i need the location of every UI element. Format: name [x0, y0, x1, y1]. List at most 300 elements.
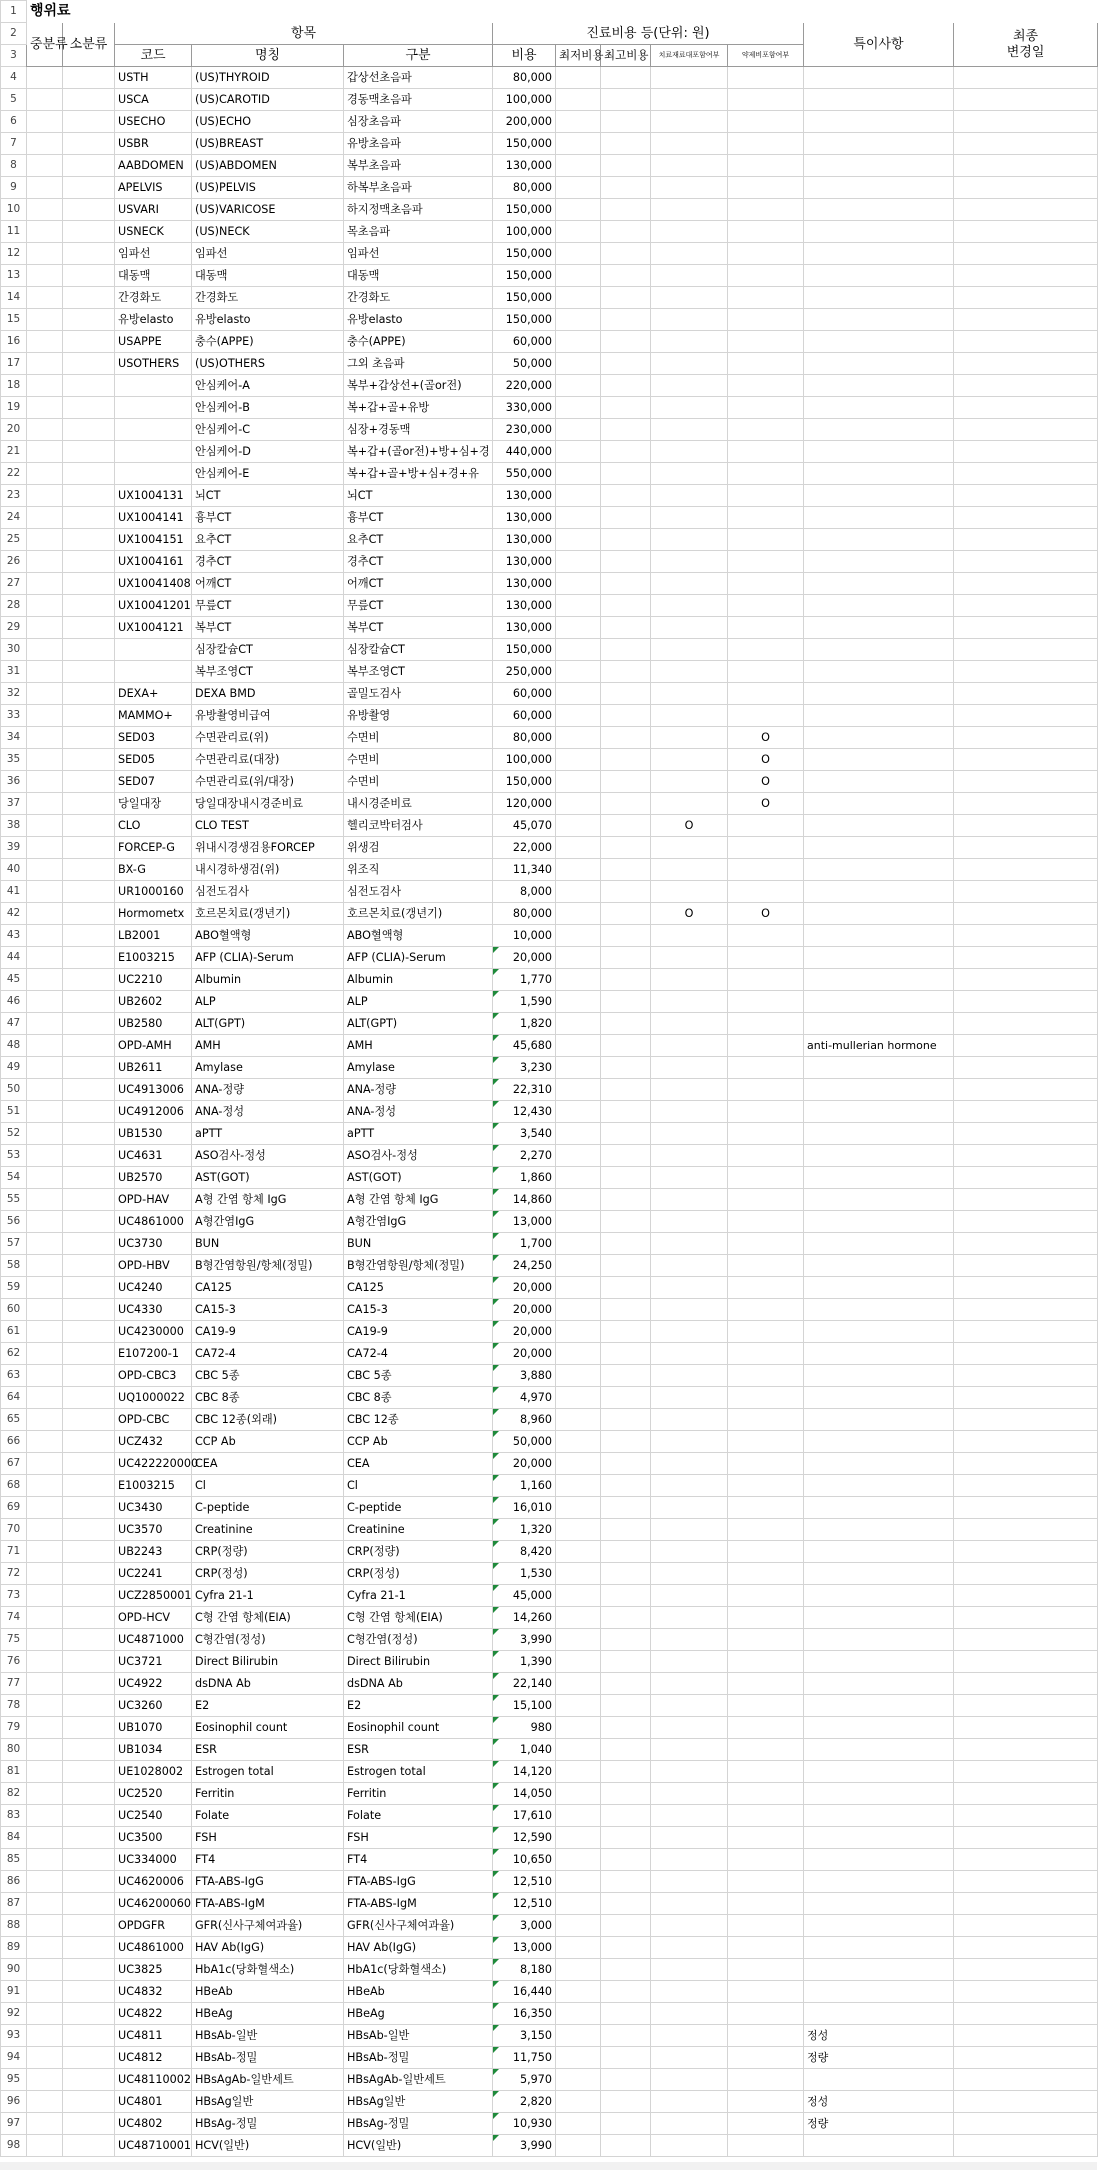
- header-name[interactable]: 명칭: [192, 45, 344, 67]
- cell-last-changed[interactable]: [954, 1673, 1098, 1695]
- cell-min-cost[interactable]: [556, 903, 601, 925]
- row-number[interactable]: 13: [1, 265, 27, 287]
- cell-last-changed[interactable]: [954, 1431, 1098, 1453]
- cell-division[interactable]: Eosinophil count: [344, 1717, 493, 1739]
- cell-drug-included[interactable]: [728, 1959, 804, 1981]
- cell-cost[interactable]: 45,070: [493, 815, 556, 837]
- cell-mid-category[interactable]: [27, 1563, 63, 1585]
- cell-material-included[interactable]: [651, 1123, 728, 1145]
- cell-division[interactable]: FT4: [344, 1849, 493, 1871]
- cell-material-included[interactable]: [651, 661, 728, 683]
- cell-material-included[interactable]: [651, 595, 728, 617]
- cell-drug-included[interactable]: [728, 639, 804, 661]
- cell-sub-category[interactable]: [63, 793, 115, 815]
- cell-material-included[interactable]: [651, 1321, 728, 1343]
- cell-min-cost[interactable]: [556, 199, 601, 221]
- cell-max-cost[interactable]: [601, 1431, 651, 1453]
- cell-division[interactable]: CRP(정성): [344, 1563, 493, 1585]
- cell-mid-category[interactable]: [27, 639, 63, 661]
- cell-division[interactable]: CEA: [344, 1453, 493, 1475]
- cell-drug-included[interactable]: [728, 353, 804, 375]
- cell-min-cost[interactable]: [556, 573, 601, 595]
- cell-material-included[interactable]: [651, 89, 728, 111]
- cell-name[interactable]: (US)CAROTID: [192, 89, 344, 111]
- cell-drug-included[interactable]: [728, 617, 804, 639]
- header-code[interactable]: 코드: [115, 45, 192, 67]
- cell-division[interactable]: B형간염항원/항체(정밀): [344, 1255, 493, 1277]
- cell-division[interactable]: 유방초음파: [344, 133, 493, 155]
- row-number[interactable]: 71: [1, 1541, 27, 1563]
- cell-code[interactable]: LB2001: [115, 925, 192, 947]
- cell-special-notes[interactable]: [804, 1519, 954, 1541]
- cell-special-notes[interactable]: [804, 551, 954, 573]
- cell-cost[interactable]: 130,000: [493, 529, 556, 551]
- cell-division[interactable]: 갑상선초음파: [344, 67, 493, 89]
- cell-last-changed[interactable]: [954, 199, 1098, 221]
- cell-material-included[interactable]: [651, 1475, 728, 1497]
- cell-mid-category[interactable]: [27, 1145, 63, 1167]
- cell-special-notes[interactable]: [804, 1299, 954, 1321]
- cell-code[interactable]: E1003215: [115, 1475, 192, 1497]
- cell-division[interactable]: 위조직: [344, 859, 493, 881]
- cell-name[interactable]: CA125: [192, 1277, 344, 1299]
- cell-max-cost[interactable]: [601, 1717, 651, 1739]
- cell-code[interactable]: UB2611: [115, 1057, 192, 1079]
- row-number[interactable]: 70: [1, 1519, 27, 1541]
- cell-special-notes[interactable]: [804, 1915, 954, 1937]
- cell-name[interactable]: (US)THYROID: [192, 67, 344, 89]
- cell-last-changed[interactable]: [954, 507, 1098, 529]
- cell-last-changed[interactable]: [954, 1409, 1098, 1431]
- cell-min-cost[interactable]: [556, 1211, 601, 1233]
- cell-min-cost[interactable]: [556, 947, 601, 969]
- cell-name[interactable]: ANA-정성: [192, 1101, 344, 1123]
- row-number[interactable]: 2: [1, 23, 27, 45]
- cell-mid-category[interactable]: [27, 749, 63, 771]
- cell-code[interactable]: UC4801: [115, 2091, 192, 2113]
- cell-division[interactable]: FTA-ABS-IgG: [344, 1871, 493, 1893]
- cell-code[interactable]: OPD-AMH: [115, 1035, 192, 1057]
- cell-max-cost[interactable]: [601, 2113, 651, 2135]
- cell-last-changed[interactable]: [954, 1915, 1098, 1937]
- cell-cost[interactable]: 1,320: [493, 1519, 556, 1541]
- row-number[interactable]: 55: [1, 1189, 27, 1211]
- row-number[interactable]: 37: [1, 793, 27, 815]
- cell-name[interactable]: dsDNA Ab: [192, 1673, 344, 1695]
- cell-cost[interactable]: 8,180: [493, 1959, 556, 1981]
- row-number[interactable]: 65: [1, 1409, 27, 1431]
- cell-cost[interactable]: 13,000: [493, 1937, 556, 1959]
- cell-sub-category[interactable]: [63, 2047, 115, 2069]
- cell-division[interactable]: 요추CT: [344, 529, 493, 551]
- cell-last-changed[interactable]: [954, 375, 1098, 397]
- row-number[interactable]: 62: [1, 1343, 27, 1365]
- cell-name[interactable]: (US)ECHO: [192, 111, 344, 133]
- cell-drug-included[interactable]: [728, 1365, 804, 1387]
- cell-drug-included[interactable]: [728, 1783, 804, 1805]
- cell-max-cost[interactable]: [601, 1057, 651, 1079]
- cell-cost[interactable]: 130,000: [493, 617, 556, 639]
- cell-min-cost[interactable]: [556, 595, 601, 617]
- cell-mid-category[interactable]: [27, 903, 63, 925]
- row-number[interactable]: 28: [1, 595, 27, 617]
- cell-cost[interactable]: 150,000: [493, 639, 556, 661]
- cell-max-cost[interactable]: [601, 2091, 651, 2113]
- cell-drug-included[interactable]: [728, 1475, 804, 1497]
- row-number[interactable]: 59: [1, 1277, 27, 1299]
- cell-division[interactable]: CA72-4: [344, 1343, 493, 1365]
- cell-max-cost[interactable]: [601, 903, 651, 925]
- cell-division[interactable]: 유방elasto: [344, 309, 493, 331]
- cell-last-changed[interactable]: [954, 1893, 1098, 1915]
- sheet-title[interactable]: 행위료: [30, 3, 71, 19]
- cell-material-included[interactable]: [651, 177, 728, 199]
- cell-name[interactable]: (US)BREAST: [192, 133, 344, 155]
- cell-cost[interactable]: 12,510: [493, 1893, 556, 1915]
- cell-sub-category[interactable]: [63, 331, 115, 353]
- cell-division[interactable]: Cyfra 21-1: [344, 1585, 493, 1607]
- row-number[interactable]: 27: [1, 573, 27, 595]
- cell-cost[interactable]: 120,000: [493, 793, 556, 815]
- cell-drug-included[interactable]: [728, 177, 804, 199]
- cell-last-changed[interactable]: [954, 947, 1098, 969]
- row-number[interactable]: 19: [1, 397, 27, 419]
- cell-max-cost[interactable]: [601, 353, 651, 375]
- cell-max-cost[interactable]: [601, 67, 651, 89]
- row-number[interactable]: 18: [1, 375, 27, 397]
- cell-sub-category[interactable]: [63, 1805, 115, 1827]
- cell-last-changed[interactable]: [954, 1167, 1098, 1189]
- cell-sub-category[interactable]: [63, 551, 115, 573]
- cell-material-included[interactable]: [651, 1101, 728, 1123]
- cell-sub-category[interactable]: [63, 2069, 115, 2091]
- cell-drug-included[interactable]: O: [728, 793, 804, 815]
- cell-last-changed[interactable]: [954, 1387, 1098, 1409]
- cell-material-included[interactable]: [651, 463, 728, 485]
- cell-division[interactable]: Creatinine: [344, 1519, 493, 1541]
- cell-max-cost[interactable]: [601, 1805, 651, 1827]
- cell-special-notes[interactable]: [804, 991, 954, 1013]
- cell-sub-category[interactable]: [63, 67, 115, 89]
- cell-special-notes[interactable]: [804, 1167, 954, 1189]
- cell-sub-category[interactable]: [63, 1585, 115, 1607]
- cell-special-notes[interactable]: [804, 749, 954, 771]
- cell-max-cost[interactable]: [601, 1387, 651, 1409]
- cell-drug-included[interactable]: [728, 1739, 804, 1761]
- cell-sub-category[interactable]: [63, 243, 115, 265]
- cell-mid-category[interactable]: [27, 419, 63, 441]
- cell-max-cost[interactable]: [601, 89, 651, 111]
- cell-max-cost[interactable]: [601, 331, 651, 353]
- cell-last-changed[interactable]: [954, 2135, 1098, 2157]
- cell-name[interactable]: HBsAg일반: [192, 2091, 344, 2113]
- cell-max-cost[interactable]: [601, 1563, 651, 1585]
- cell-material-included[interactable]: [651, 155, 728, 177]
- cell-mid-category[interactable]: [27, 2135, 63, 2157]
- cell-drug-included[interactable]: [728, 1981, 804, 2003]
- cell-max-cost[interactable]: [601, 881, 651, 903]
- cell-mid-category[interactable]: [27, 1915, 63, 1937]
- cell-last-changed[interactable]: [954, 815, 1098, 837]
- cell-mid-category[interactable]: [27, 1057, 63, 1079]
- cell-material-included[interactable]: [651, 199, 728, 221]
- cell-max-cost[interactable]: [601, 1607, 651, 1629]
- row-number[interactable]: 58: [1, 1255, 27, 1277]
- cell-code[interactable]: [115, 441, 192, 463]
- cell-material-included[interactable]: [651, 397, 728, 419]
- cell-name[interactable]: HCV(일반): [192, 2135, 344, 2157]
- cell-last-changed[interactable]: [954, 529, 1098, 551]
- cell-max-cost[interactable]: [601, 1541, 651, 1563]
- cell-code[interactable]: E1003215: [115, 947, 192, 969]
- cell-division[interactable]: CBC 12종: [344, 1409, 493, 1431]
- cell-material-included[interactable]: [651, 221, 728, 243]
- cell-drug-included[interactable]: [728, 1453, 804, 1475]
- cell-name[interactable]: CA19-9: [192, 1321, 344, 1343]
- row-number[interactable]: 8: [1, 155, 27, 177]
- cell-last-changed[interactable]: [954, 331, 1098, 353]
- cell-mid-category[interactable]: [27, 705, 63, 727]
- cell-drug-included[interactable]: [728, 573, 804, 595]
- cell-material-included[interactable]: [651, 2091, 728, 2113]
- row-number[interactable]: 94: [1, 2047, 27, 2069]
- cell-last-changed[interactable]: [954, 881, 1098, 903]
- cell-material-included[interactable]: [651, 1959, 728, 1981]
- cell-max-cost[interactable]: [601, 1739, 651, 1761]
- cell-name[interactable]: 무릎CT: [192, 595, 344, 617]
- cell-min-cost[interactable]: [556, 1739, 601, 1761]
- cell-min-cost[interactable]: [556, 705, 601, 727]
- cell-cost[interactable]: 130,000: [493, 485, 556, 507]
- cell-drug-included[interactable]: [728, 1915, 804, 1937]
- cell-mid-category[interactable]: [27, 2091, 63, 2113]
- row-number[interactable]: 47: [1, 1013, 27, 1035]
- cell-cost[interactable]: 50,000: [493, 1431, 556, 1453]
- cell-min-cost[interactable]: [556, 749, 601, 771]
- cell-mid-category[interactable]: [27, 1167, 63, 1189]
- cell-code[interactable]: UB2602: [115, 991, 192, 1013]
- cell-name[interactable]: 안심케어-E: [192, 463, 344, 485]
- cell-max-cost[interactable]: [601, 221, 651, 243]
- row-number[interactable]: 20: [1, 419, 27, 441]
- cell-last-changed[interactable]: [954, 177, 1098, 199]
- row-number[interactable]: 11: [1, 221, 27, 243]
- cell-sub-category[interactable]: [63, 639, 115, 661]
- cell-drug-included[interactable]: [728, 375, 804, 397]
- cell-code[interactable]: USTH: [115, 67, 192, 89]
- row-number[interactable]: 54: [1, 1167, 27, 1189]
- cell-special-notes[interactable]: [804, 155, 954, 177]
- cell-min-cost[interactable]: [556, 2069, 601, 2091]
- cell-max-cost[interactable]: [601, 265, 651, 287]
- cell-division[interactable]: 복부+갑상선+(골or전): [344, 375, 493, 397]
- cell-material-included[interactable]: [651, 1629, 728, 1651]
- cell-name[interactable]: ALT(GPT): [192, 1013, 344, 1035]
- cell-max-cost[interactable]: [601, 793, 651, 815]
- cell-material-included[interactable]: [651, 1673, 728, 1695]
- cell-name[interactable]: HBeAg: [192, 2003, 344, 2025]
- cell-material-included[interactable]: [651, 485, 728, 507]
- cell-name[interactable]: ABO혈액형: [192, 925, 344, 947]
- cell-mid-category[interactable]: [27, 859, 63, 881]
- cell-name[interactable]: 뇌CT: [192, 485, 344, 507]
- cell-drug-included[interactable]: [728, 1145, 804, 1167]
- cell-max-cost[interactable]: [601, 639, 651, 661]
- cell-mid-category[interactable]: [27, 1629, 63, 1651]
- cell-min-cost[interactable]: [556, 837, 601, 859]
- cell-material-included[interactable]: [651, 1893, 728, 1915]
- cell-min-cost[interactable]: [556, 353, 601, 375]
- cell-code[interactable]: UC3500: [115, 1827, 192, 1849]
- cell-material-included[interactable]: [651, 265, 728, 287]
- cell-material-included[interactable]: [651, 1409, 728, 1431]
- cell-drug-included[interactable]: [728, 1057, 804, 1079]
- cell-division[interactable]: ABO혈액형: [344, 925, 493, 947]
- cell-special-notes[interactable]: [804, 419, 954, 441]
- cell-drug-included[interactable]: [728, 1937, 804, 1959]
- cell-special-notes[interactable]: [804, 1827, 954, 1849]
- cell-min-cost[interactable]: [556, 2025, 601, 2047]
- cell-name[interactable]: Eosinophil count: [192, 1717, 344, 1739]
- cell-drug-included[interactable]: [728, 1695, 804, 1717]
- cell-cost[interactable]: 150,000: [493, 243, 556, 265]
- cell-material-included[interactable]: [651, 353, 728, 375]
- cell-code[interactable]: 임파선: [115, 243, 192, 265]
- cell-min-cost[interactable]: [556, 1651, 601, 1673]
- cell-max-cost[interactable]: [601, 925, 651, 947]
- cell-division[interactable]: dsDNA Ab: [344, 1673, 493, 1695]
- cell-division[interactable]: ALT(GPT): [344, 1013, 493, 1035]
- cell-special-notes[interactable]: [804, 1871, 954, 1893]
- cell-division[interactable]: 수면비: [344, 727, 493, 749]
- cell-division[interactable]: Ferritin: [344, 1783, 493, 1805]
- cell-cost[interactable]: 20,000: [493, 1277, 556, 1299]
- cell-cost[interactable]: 1,770: [493, 969, 556, 991]
- cell-division[interactable]: FSH: [344, 1827, 493, 1849]
- cell-cost[interactable]: 200,000: [493, 111, 556, 133]
- row-number[interactable]: 84: [1, 1827, 27, 1849]
- cell-sub-category[interactable]: [63, 925, 115, 947]
- cell-drug-included[interactable]: [728, 2091, 804, 2113]
- cell-division[interactable]: ALP: [344, 991, 493, 1013]
- cell-name[interactable]: 안심케어-D: [192, 441, 344, 463]
- cell-material-included[interactable]: [651, 2003, 728, 2025]
- cell-name[interactable]: FTA-ABS-IgG: [192, 1871, 344, 1893]
- cell-material-included[interactable]: O: [651, 815, 728, 837]
- cell-drug-included[interactable]: [728, 1343, 804, 1365]
- cell-max-cost[interactable]: [601, 1343, 651, 1365]
- cell-mid-category[interactable]: [27, 331, 63, 353]
- cell-sub-category[interactable]: [63, 1739, 115, 1761]
- cell-mid-category[interactable]: [27, 1387, 63, 1409]
- cell-material-included[interactable]: [651, 1783, 728, 1805]
- cell-drug-included[interactable]: [728, 1255, 804, 1277]
- cell-code[interactable]: UB1530: [115, 1123, 192, 1145]
- cell-mid-category[interactable]: [27, 89, 63, 111]
- cell-sub-category[interactable]: [63, 1497, 115, 1519]
- cell-mid-category[interactable]: [27, 683, 63, 705]
- cell-division[interactable]: 대동맥: [344, 265, 493, 287]
- cell-drug-included[interactable]: O: [728, 771, 804, 793]
- cell-last-changed[interactable]: [954, 1497, 1098, 1519]
- cell-drug-included[interactable]: [728, 1497, 804, 1519]
- cell-code[interactable]: 간경화도: [115, 287, 192, 309]
- cell-max-cost[interactable]: [601, 1673, 651, 1695]
- cell-drug-included[interactable]: [728, 309, 804, 331]
- cell-code[interactable]: UC3570: [115, 1519, 192, 1541]
- cell-material-included[interactable]: [651, 1431, 728, 1453]
- cell-min-cost[interactable]: [556, 1321, 601, 1343]
- cell-last-changed[interactable]: [954, 617, 1098, 639]
- cell-material-included[interactable]: [651, 529, 728, 551]
- cell-mid-category[interactable]: [27, 397, 63, 419]
- cell-division[interactable]: CBC 8종: [344, 1387, 493, 1409]
- cell-max-cost[interactable]: [601, 1189, 651, 1211]
- cell-name[interactable]: 당일대장내시경준비료: [192, 793, 344, 815]
- cell-division[interactable]: 심장+경동맥: [344, 419, 493, 441]
- cell-special-notes[interactable]: [804, 1431, 954, 1453]
- cell-name[interactable]: (US)OTHERS: [192, 353, 344, 375]
- row-number[interactable]: 82: [1, 1783, 27, 1805]
- cell-material-included[interactable]: [651, 1827, 728, 1849]
- cell-min-cost[interactable]: [556, 485, 601, 507]
- cell-code[interactable]: UC2241: [115, 1563, 192, 1585]
- cell-max-cost[interactable]: [601, 1079, 651, 1101]
- cell-sub-category[interactable]: [63, 89, 115, 111]
- cell-min-cost[interactable]: [556, 111, 601, 133]
- cell-mid-category[interactable]: [27, 925, 63, 947]
- header-cost[interactable]: 비용: [493, 45, 556, 67]
- cell-cost[interactable]: 45,000: [493, 1585, 556, 1607]
- row-number[interactable]: 95: [1, 2069, 27, 2091]
- cell-code[interactable]: UC4922: [115, 1673, 192, 1695]
- row-number[interactable]: 1: [1, 1, 27, 23]
- cell-name[interactable]: 심장칼슘CT: [192, 639, 344, 661]
- cell-min-cost[interactable]: [556, 1563, 601, 1585]
- cell-min-cost[interactable]: [556, 309, 601, 331]
- cell-name[interactable]: 안심케어-C: [192, 419, 344, 441]
- cell-special-notes[interactable]: [804, 2003, 954, 2025]
- cell-mid-category[interactable]: [27, 375, 63, 397]
- row-number[interactable]: 7: [1, 133, 27, 155]
- cell-special-notes[interactable]: [804, 1739, 954, 1761]
- cell-material-included[interactable]: [651, 375, 728, 397]
- cell-cost[interactable]: 22,140: [493, 1673, 556, 1695]
- cell-special-notes[interactable]: [804, 1409, 954, 1431]
- cell-mid-category[interactable]: [27, 309, 63, 331]
- header-item-group[interactable]: 항목: [115, 23, 493, 45]
- cell-cost[interactable]: 8,960: [493, 1409, 556, 1431]
- cell-cost[interactable]: 220,000: [493, 375, 556, 397]
- cell-code[interactable]: UC48110002: [115, 2069, 192, 2091]
- cell-sub-category[interactable]: [63, 1651, 115, 1673]
- cell-special-notes[interactable]: [804, 353, 954, 375]
- cell-cost[interactable]: 10,930: [493, 2113, 556, 2135]
- cell-min-cost[interactable]: [556, 507, 601, 529]
- cell-max-cost[interactable]: [601, 1035, 651, 1057]
- cell-special-notes[interactable]: [804, 1541, 954, 1563]
- cell-sub-category[interactable]: [63, 353, 115, 375]
- row-number[interactable]: 96: [1, 2091, 27, 2113]
- cell-code[interactable]: OPD-HCV: [115, 1607, 192, 1629]
- cell-sub-category[interactable]: [63, 947, 115, 969]
- cell-drug-included[interactable]: [728, 463, 804, 485]
- cell-min-cost[interactable]: [556, 89, 601, 111]
- cell-material-included[interactable]: [651, 331, 728, 353]
- cell-cost[interactable]: 1,860: [493, 1167, 556, 1189]
- cell-mid-category[interactable]: [27, 485, 63, 507]
- cell-material-included[interactable]: [651, 947, 728, 969]
